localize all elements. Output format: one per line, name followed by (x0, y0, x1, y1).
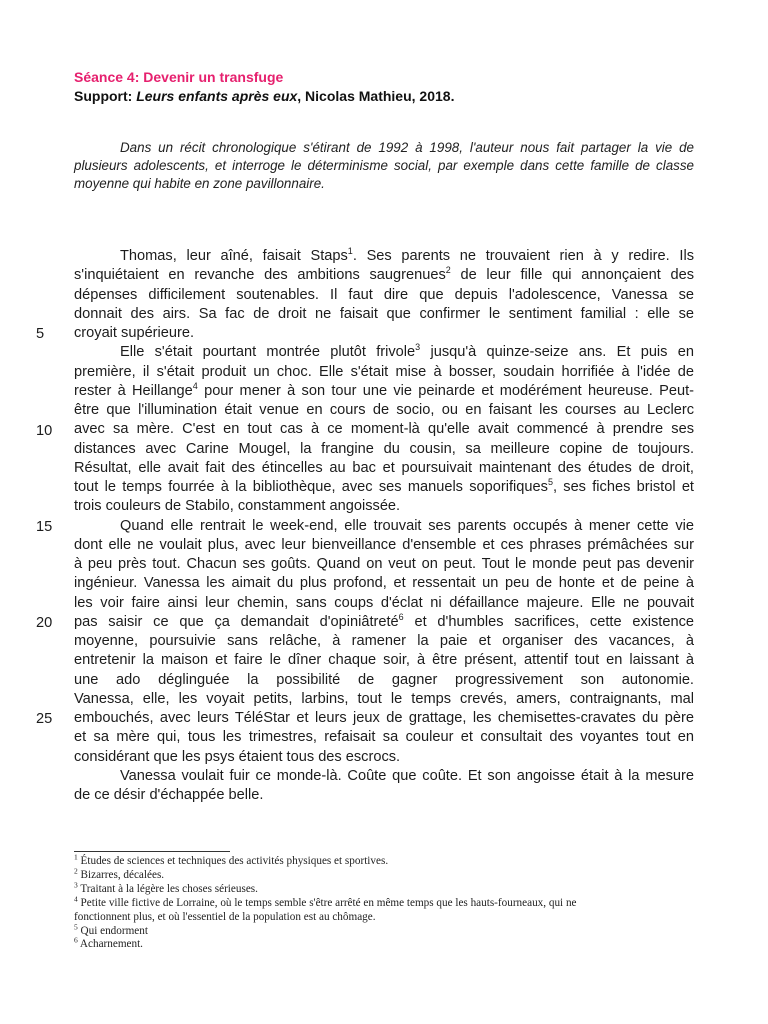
text-line (74, 574, 694, 593)
text-line (74, 497, 694, 516)
text-line (74, 247, 694, 266)
text-line (74, 536, 694, 555)
text-line (74, 594, 694, 613)
text-segment: Elle s'était pourtant montrée plutôt frivole (120, 344, 416, 361)
text-line (74, 728, 694, 747)
text-segment: considérant que les psys étaient tous des escrocs. (74, 748, 401, 765)
footnote-text: Acharnement. (77, 938, 143, 951)
text-segment: et d'humbles sacrifices, cette existence (403, 613, 694, 630)
text-segment: une ado déglinguée la possibilité de gagner progressivement son autonomie. (74, 671, 694, 688)
footnote (74, 921, 674, 939)
footnote (74, 935, 674, 952)
support-line (74, 87, 454, 106)
footnote-number: 2 (74, 866, 78, 876)
text-line (74, 632, 694, 651)
footnote (74, 866, 674, 883)
text-line (74, 767, 694, 786)
intro-line: moyenne qui habite en zone pavillonnaire. (74, 176, 325, 191)
text-segment: croyait supérieure. (74, 325, 195, 341)
text-line (74, 343, 694, 362)
text-segment: de leur fille qui annonçaient des (450, 267, 695, 284)
text-line (74, 555, 694, 574)
footnote-text: Qui endorment (77, 924, 148, 937)
text-segment: avec sa mère. C'est en tout cas à ce moment-là qu'elle avait commencé à prendre ses (74, 421, 694, 438)
intro-line: Dans un récit chronologique s'étirant de 1992 à 1998, l'auteur nous fait partager la vie de (120, 140, 694, 155)
footnote-number: 6 (74, 935, 78, 945)
text-line (74, 401, 694, 420)
text-segment: Thomas, leur aîné, faisait Staps (120, 248, 348, 264)
text-segment: dépenses difficilement soutenables. Il faut dire que depuis l'adolescence, Vanessa se (74, 286, 694, 303)
text-line (74, 786, 694, 805)
footnote-text: Petite ville fictive de Lorraine, où le temps semble s'être arrêté en même temps que les hauts-fourneaux, qui ne (77, 896, 577, 909)
document-heading (74, 68, 454, 106)
text-segment: Vanessa, elle, les voyait petits, larbins, tout le temps crevés, amers, contraignants, mal (74, 690, 694, 707)
text-line (74, 690, 694, 709)
text-segment: . Ses parents ne trouvaient rien à y redire. Ils (352, 248, 694, 264)
text-line (74, 440, 694, 459)
footnote-number: 4 (74, 893, 78, 903)
footnote (74, 893, 674, 911)
intro-paragraph (74, 139, 694, 193)
footnote-text: fonctionnent plus, et où l'essentiel de la population est au chômage. (74, 910, 376, 923)
text-line (74, 613, 694, 632)
text-segment: moyenne, poursuivie sans relâche, à ramener la paie et organiser des vacances, à (74, 633, 694, 649)
text-segment: donnait des airs. Sa fac de droit ne faisait que confirmer le sentiment familial : elle se (74, 305, 694, 322)
text-segment: jusqu'à quinze-seize ans. Et puis en (420, 344, 694, 361)
text-line (74, 517, 694, 536)
excerpt-text (74, 247, 694, 805)
footnote-text: Études de sciences et techniques des activités physiques et sportives. (77, 855, 389, 867)
footnote-ref: 5 (547, 477, 553, 488)
footnote (74, 911, 674, 925)
line-number: 20 (36, 615, 53, 631)
footnote-ref: 1 (347, 246, 353, 257)
text-line (74, 420, 694, 439)
text-line (74, 382, 694, 401)
text-segment: pas saisir ce que ça demandait d'opiniâtreté (74, 613, 399, 630)
line-number: 25 (36, 711, 53, 727)
footnote (74, 880, 674, 897)
text-segment: ingénieur. Vanessa les aimait du plus profond, et ressentait un peu de honte et de peine à (74, 575, 694, 592)
footnotes (74, 852, 674, 952)
text-segment: entretenir la maison et faire le dîner chaque soir, à être présent, attentif tout en laissant à (74, 652, 694, 669)
footnote-number: 1 (74, 852, 78, 862)
text-segment: être que l'illumination était venue en cours de socio, ou en faisant les courses au Leclerc (74, 402, 694, 418)
text-segment: Vanessa voulait fuir ce monde-là. Coûte que coûte. Et son angoisse était à la mesure (120, 767, 694, 784)
text-segment: pour mener à son tour une vie peinarde et modérément heureuse. Peut- (197, 382, 694, 399)
support-label: Support: (74, 88, 137, 104)
text-segment: et sa mère qui, tous les trimestres, refaisait sa couleur et consultait des voyantes tout en (74, 729, 694, 746)
text-line (74, 305, 694, 324)
text-segment: première, il s'était produit un choc. Elle s'était mise à bosser, soudain horrifiée à l'idée de (74, 363, 694, 380)
intro-line: plusieurs adolescents, et interroge le déterminisme social, par exemple dans cette famille de classe (74, 158, 694, 173)
text-line (74, 478, 694, 497)
text-line (74, 286, 694, 305)
footnote-ref: 4 (192, 380, 198, 391)
text-segment: embouchés, avec leurs TéléStar et leurs jeux de grattage, les chemisettes-cravates du père (74, 710, 694, 726)
text-segment: dont elle ne voulait plus, avec leur bienveillance d'ensemble et ces phrases prémâchées sur (74, 536, 694, 553)
line-number: 15 (36, 519, 53, 535)
text-segment: , ses fiches bristol et (552, 479, 694, 495)
text-segment: à peu près tout. Chacun ses goûts. Quand on veut on peut. Tout le monde peut pas devenir (74, 556, 694, 572)
footnote-ref: 6 (398, 611, 404, 622)
book-author-year: , Nicolas Mathieu, 2018. (297, 88, 455, 104)
footnote-ref: 3 (415, 342, 421, 353)
text-line (74, 363, 694, 382)
text-segment: Quand elle rentrait le week-end, elle trouvait ses parents occupés à mener cette vie (120, 517, 694, 534)
text-line (74, 748, 694, 767)
text-line (74, 651, 694, 670)
session-title: Séance 4: Devenir un transfuge (74, 69, 284, 85)
text-line (74, 266, 694, 285)
text-segment: distances avec Carine Mougel, la frangine du cousin, sa meilleure copine de toujours. (74, 440, 694, 457)
book-title: Leurs enfants après eux (136, 88, 298, 104)
text-segment: rester à Heillange (74, 382, 193, 399)
text-segment: Résultat, elle avait fait des étincelles au bac et poursuivait maintenant des études de droit, (74, 459, 694, 476)
line-number: 5 (36, 326, 45, 342)
text-line (74, 671, 694, 690)
text-line (74, 459, 694, 478)
footnote-text: Traitant à la légère les choses sérieuses. (77, 882, 258, 895)
footnote-separator (74, 851, 230, 852)
line-number: 10 (36, 423, 53, 439)
text-segment: les voir faire ainsi leur chemin, sans coups d'éclat ni défaillance majeure. Elle ne pouvait (74, 594, 694, 611)
footnote-text: Bizarres, décalées. (77, 868, 165, 881)
text-segment: de ce désir d'échappée belle. (74, 787, 264, 803)
text-segment: tout le temps fourrée à la bibliothèque, avec ses manuels soporifiques (74, 479, 548, 495)
text-line (74, 324, 694, 343)
text-segment: trois couleurs de Stabilo, constamment angoissée. (74, 498, 401, 515)
footnote-number: 5 (74, 921, 78, 931)
text-line (74, 709, 694, 728)
footnote-ref: 2 (445, 265, 451, 276)
footnote (74, 852, 674, 869)
footnote-number: 3 (74, 880, 78, 890)
text-segment: s'inquiétaient en revanche des ambitions saugrenues (74, 267, 446, 284)
